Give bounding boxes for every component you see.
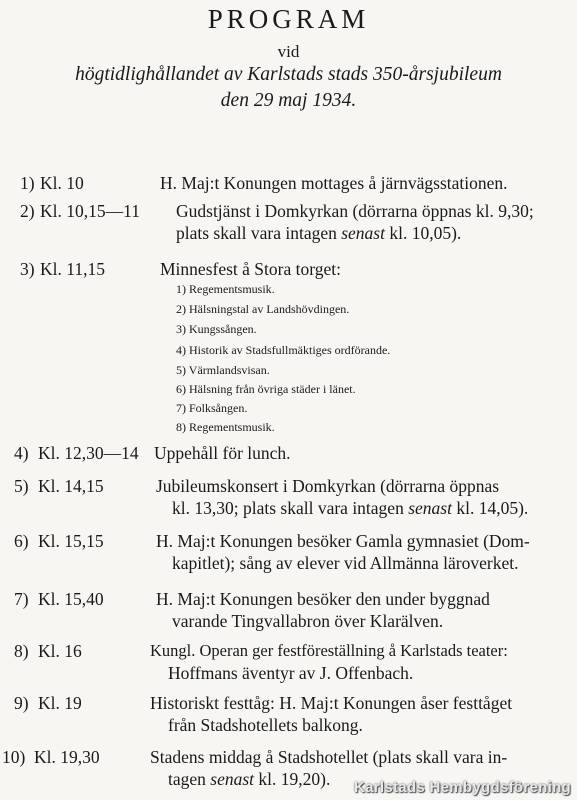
item-description-line-2: kapitlet); sång av elever vid Allmänna läroverket.	[172, 553, 519, 573]
sub-item: 4) Historik av Stadsfullmäktiges ordförande.	[176, 343, 391, 357]
item-description-line-2: kl. 13,30; plats skall vara intagen senast kl. 14,05).	[172, 498, 529, 518]
item-time: Kl. 15,15	[38, 531, 104, 551]
subtitle-line-2: den 29 maj 1934.	[220, 90, 357, 111]
item-time: Kl. 10	[40, 173, 84, 193]
item-description-line-2: plats skall vara intagen senast kl. 10,05).	[176, 223, 462, 243]
item-description: H. Maj:t Konungen besöker Gamla gymnasiet (Dom-	[156, 531, 530, 551]
sub-item: 6) Hälsning från övriga städer i länet.	[176, 382, 356, 396]
item-description-line-2: tagen senast kl. 19,20).	[168, 769, 331, 789]
watermark: Karlstads Hembygdsförening	[353, 779, 571, 796]
sub-item: 3) Kungssången.	[176, 322, 257, 336]
item-number: 8)	[14, 641, 29, 661]
sub-item: 8) Regementsmusik.	[176, 420, 275, 434]
item-description: H. Maj:t Konungen mottages å järnvägsstationen.	[160, 173, 508, 193]
item-description-line-2: från Stadshotellets balkong.	[168, 715, 363, 735]
item-description: Uppehåll för lunch.	[154, 443, 291, 463]
sub-item: 7) Folksången.	[176, 401, 248, 415]
item-number: 4)	[14, 443, 29, 463]
item-description: Kungl. Operan ger festföreställning å Karlstads teater:	[150, 641, 508, 660]
page-title: PROGRAM	[207, 4, 370, 34]
item-time: Kl. 11,15	[40, 259, 105, 279]
item-number: 9)	[14, 693, 29, 713]
item-time: Kl. 19,30	[34, 747, 100, 767]
item-description: Gudstjänst i Domkyrkan (dörrarna öppnas kl. 9,30;	[176, 201, 534, 221]
sub-item: 1) Regementsmusik.	[176, 282, 275, 296]
item-number: 10)	[2, 747, 26, 767]
item-description: Stadens middag å Stadshotellet (plats skall vara in-	[150, 747, 508, 767]
item-number: 1)	[20, 173, 35, 193]
item-description-line-2: varande Tingvallabron över Klarälven.	[172, 611, 444, 631]
item-time: Kl. 12,30—14	[38, 443, 139, 463]
item-description: Historiskt festtåg: H. Maj:t Konungen åser festtåget	[150, 693, 513, 713]
item-number: 6)	[14, 531, 29, 551]
item-time: Kl. 10,15—11	[40, 201, 140, 221]
item-number: 2)	[20, 201, 35, 221]
item-number: 5)	[14, 476, 29, 496]
item-time: Kl. 19	[38, 693, 82, 713]
item-time: Kl. 15,40	[38, 589, 104, 609]
subtitle-line-1: högtidlighållandet av Karlstads stads 350-årsjubileum	[75, 64, 502, 85]
item-description: Minnesfest å Stora torget:	[160, 259, 341, 279]
sub-item: 5) Värmlandsvisan.	[176, 363, 270, 377]
item-description-line-2: Hoffmans äventyr av J. Offenbach.	[168, 663, 414, 683]
sub-item: 2) Hälsningstal av Landshövdingen.	[176, 302, 350, 316]
title-vid: vid	[277, 42, 300, 61]
item-description: H. Maj:t Konungen besöker den under byggnad	[156, 589, 490, 609]
item-number: 3)	[20, 259, 35, 279]
item-number: 7)	[14, 589, 29, 609]
item-time: Kl. 14,15	[38, 476, 104, 496]
item-time: Kl. 16	[38, 641, 82, 661]
item-description: Jubileumskonsert i Domkyrkan (dörrarna öppnas	[156, 476, 500, 496]
